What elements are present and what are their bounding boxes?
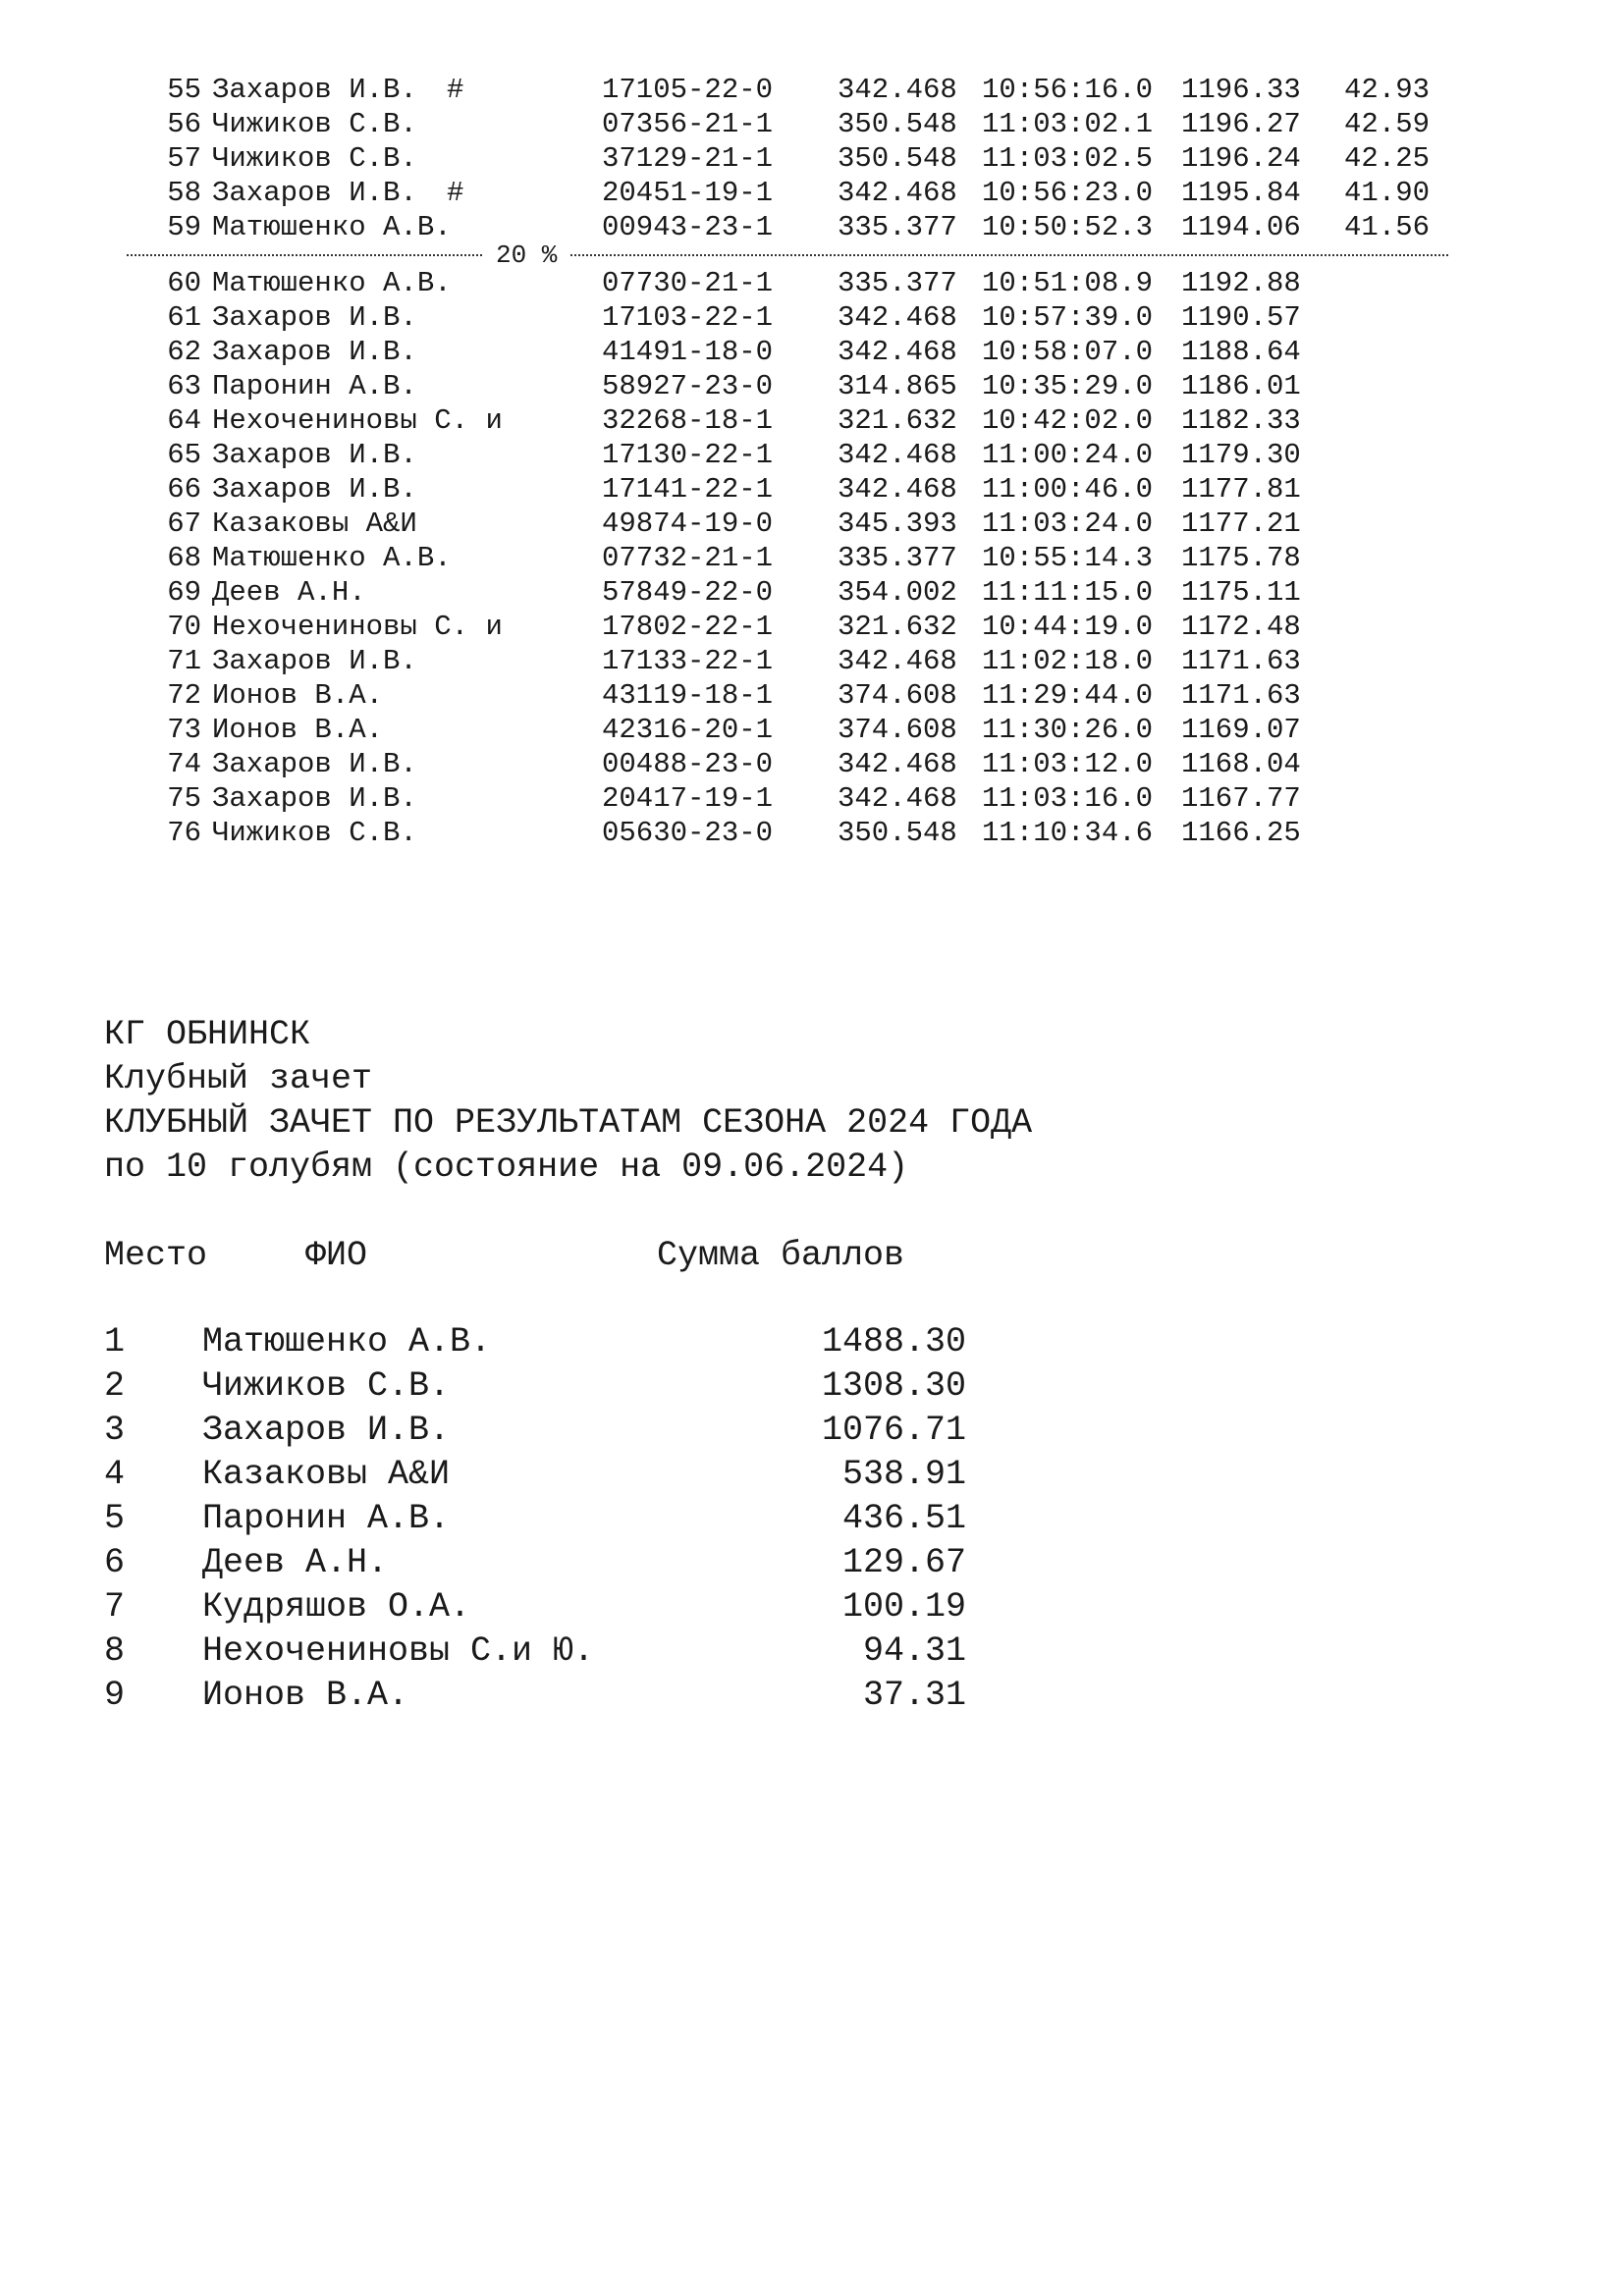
row-number: 72 xyxy=(167,679,201,712)
speed: 1171.63 xyxy=(1181,645,1301,677)
place: 7 xyxy=(104,1587,126,1627)
row-number: 63 xyxy=(167,370,201,402)
arrival-time: 11:00:46.0 xyxy=(982,473,1154,506)
speed: 1188.64 xyxy=(1181,336,1301,368)
table-row: 67 Казаковы А&И 49874-19-0 345.393 11:03:24.0 1177.21 xyxy=(162,507,1448,541)
points-sum: 129.67 xyxy=(841,1543,966,1582)
standings-table xyxy=(104,1234,1282,1718)
speed: 1196.24 xyxy=(1181,142,1301,175)
speed: 1190.57 xyxy=(1181,301,1301,334)
points: 42.59 xyxy=(1343,108,1430,140)
arrival-time: 11:00:24.0 xyxy=(982,439,1154,471)
table-row: 71 Захаров И.В. 17133-22-1 342.468 11:02:18.0 1171.63 xyxy=(162,644,1448,678)
speed: 1169.07 xyxy=(1181,714,1301,746)
fancier-name: Захаров И.В. xyxy=(212,645,417,677)
table-row: 61 Захаров И.В. 17103-22-1 342.468 10:57:39.0 1190.57 xyxy=(162,300,1448,335)
fancier-name: Матюшенко А.В. xyxy=(212,211,452,243)
place: 4 xyxy=(104,1455,126,1494)
row-number: 56 xyxy=(167,108,201,140)
row-number: 55 xyxy=(167,74,201,106)
results-rows-top-20-percent xyxy=(162,73,1448,244)
fancier-name: Захаров И.В. xyxy=(212,473,417,506)
standings-row xyxy=(104,1585,1282,1629)
distance: 345.393 xyxy=(838,507,957,540)
place: 9 xyxy=(104,1676,126,1715)
speed: 1171.63 xyxy=(1181,679,1301,712)
arrival-time: 10:55:14.3 xyxy=(982,542,1154,574)
arrival-time: 10:50:52.3 xyxy=(982,211,1154,243)
place: 2 xyxy=(104,1366,126,1406)
table-row: 62 Захаров И.В. 41491-18-0 342.468 10:58:07.0 1188.64 xyxy=(162,335,1448,369)
row-number: 69 xyxy=(167,576,201,609)
row-number: 67 xyxy=(167,507,201,540)
table-row: 68 Матюшенко А.В. 07732-21-1 335.377 10:55:14.3 1175.78 xyxy=(162,541,1448,575)
table-row: 58 Захаров И.В. # 20451-19-1 342.468 10:56:23.0 1195.84 41.90 xyxy=(162,176,1448,210)
standings-header-row xyxy=(104,1234,1282,1278)
fancier-name: Захаров И.В. xyxy=(212,74,417,106)
distance: 335.377 xyxy=(838,267,957,299)
standings-rows xyxy=(104,1320,1282,1718)
arrival-time: 11:02:18.0 xyxy=(982,645,1154,677)
fancier-name: Нехочениновы С.и Ю. xyxy=(202,1631,595,1671)
standings-row xyxy=(104,1497,1282,1541)
fancier-name: Чижиков С.В. xyxy=(212,817,417,849)
speed: 1175.78 xyxy=(1181,542,1301,574)
speed: 1166.25 xyxy=(1181,817,1301,849)
speed: 1186.01 xyxy=(1181,370,1301,402)
arrival-time: 10:35:29.0 xyxy=(982,370,1154,402)
row-number: 68 xyxy=(167,542,201,574)
speed: 1179.30 xyxy=(1181,439,1301,471)
distance: 321.632 xyxy=(838,611,957,643)
points: 42.25 xyxy=(1343,142,1430,175)
distance: 354.002 xyxy=(838,576,957,609)
table-row: 74 Захаров И.В. 00488-23-0 342.468 11:03:12.0 1168.04 xyxy=(162,747,1448,781)
table-row: 55 Захаров И.В. # 17105-22-0 342.468 10:56:16.0 1196.33 42.93 xyxy=(162,73,1448,107)
row-number: 70 xyxy=(167,611,201,643)
fancier-name: Чижиков С.В. xyxy=(212,108,417,140)
row-number: 61 xyxy=(167,301,201,334)
separator-line-right xyxy=(570,254,1448,256)
table-row: 75 Захаров И.В. 20417-19-1 342.468 11:03:16.0 1167.77 xyxy=(162,781,1448,816)
table-row: 76 Чижиков С.В. 05630-23-0 350.548 11:10:34.6 1166.25 xyxy=(162,816,1448,850)
arrival-time: 11:03:24.0 xyxy=(982,507,1154,540)
speed: 1196.27 xyxy=(1181,108,1301,140)
row-number: 71 xyxy=(167,645,201,677)
table-row: 63 Паронин А.В. 58927-23-0 314.865 10:35:29.0 1186.01 xyxy=(162,369,1448,403)
place: 8 xyxy=(104,1631,126,1671)
fancier-name: Паронин А.В. xyxy=(212,370,417,402)
speed: 1175.11 xyxy=(1181,576,1301,609)
distance: 342.468 xyxy=(838,177,957,209)
speed: 1167.77 xyxy=(1181,782,1301,815)
fancier-name: Захаров И.В. xyxy=(202,1411,451,1450)
arrival-time: 11:03:02.1 xyxy=(982,108,1154,140)
fancier-name: Паронин А.В. xyxy=(202,1499,451,1538)
distance: 342.468 xyxy=(838,74,957,106)
distance: 342.468 xyxy=(838,782,957,815)
fancier-name: Ионов В.А. xyxy=(212,679,384,712)
org-name: КГ ОБНИНСК xyxy=(104,1015,311,1054)
fancier-name: Кудряшов О.А. xyxy=(202,1587,471,1627)
arrival-time: 10:51:08.9 xyxy=(982,267,1154,299)
row-marker: # xyxy=(447,177,464,209)
distance: 342.468 xyxy=(838,439,957,471)
distance: 342.468 xyxy=(838,473,957,506)
row-number: 62 xyxy=(167,336,201,368)
fancier-name: Деев А.Н. xyxy=(212,576,366,609)
row-number: 64 xyxy=(167,404,201,437)
fancier-name: Чижиков С.В. xyxy=(202,1366,451,1406)
fancier-name: Казаковы А&И xyxy=(202,1455,451,1494)
standings-note: по 10 голубям (состояние на 09.06.2024) xyxy=(104,1148,909,1187)
place: 6 xyxy=(104,1543,126,1582)
arrival-time: 11:03:16.0 xyxy=(982,782,1154,815)
points-sum: 100.19 xyxy=(841,1587,966,1627)
distance: 374.608 xyxy=(838,714,957,746)
standings-row xyxy=(104,1629,1282,1674)
place: 1 xyxy=(104,1322,126,1362)
table-row: 57 Чижиков С.В. 37129-21-1 350.548 11:03:02.5 1196.24 42.25 xyxy=(162,141,1448,176)
distance: 342.468 xyxy=(838,301,957,334)
standings-row xyxy=(104,1541,1282,1585)
standings-row xyxy=(104,1320,1282,1364)
row-number: 66 xyxy=(167,473,201,506)
distance: 350.548 xyxy=(838,142,957,175)
arrival-time: 11:29:44.0 xyxy=(982,679,1154,712)
row-number: 59 xyxy=(167,211,201,243)
fancier-name: Матюшенко А.В. xyxy=(212,267,452,299)
table-row: 56 Чижиков С.В. 07356-21-1 350.548 11:03:02.1 1196.27 42.59 xyxy=(162,107,1448,141)
arrival-time: 10:57:39.0 xyxy=(982,301,1154,334)
fancier-name: Ионов В.А. xyxy=(202,1676,409,1715)
distance: 314.865 xyxy=(838,370,957,402)
club-standings xyxy=(104,1013,1282,1718)
speed: 1182.33 xyxy=(1181,404,1301,437)
distance: 342.468 xyxy=(838,336,957,368)
arrival-time: 11:03:02.5 xyxy=(982,142,1154,175)
fancier-name: Захаров И.В. xyxy=(212,336,417,368)
table-row: 72 Ионов В.А. 43119-18-1 374.608 11:29:44.0 1171.63 xyxy=(162,678,1448,713)
results-rows-rest xyxy=(162,266,1448,850)
fancier-name: Казаковы А&И xyxy=(212,507,417,540)
distance: 342.468 xyxy=(838,645,957,677)
speed: 1194.06 xyxy=(1181,211,1301,243)
speed: 1177.81 xyxy=(1181,473,1301,506)
fancier-name: Захаров И.В. xyxy=(212,177,417,209)
standings-row xyxy=(104,1364,1282,1409)
arrival-time: 11:11:15.0 xyxy=(982,576,1154,609)
header-place: Место xyxy=(104,1236,208,1275)
fancier-name: Матюшенко А.В. xyxy=(212,542,452,574)
distance: 350.548 xyxy=(838,817,957,849)
standings-row xyxy=(104,1409,1282,1453)
place: 5 xyxy=(104,1499,126,1538)
distance: 350.548 xyxy=(838,108,957,140)
header-name: ФИО xyxy=(305,1236,368,1275)
arrival-time: 10:58:07.0 xyxy=(982,336,1154,368)
distance: 335.377 xyxy=(838,542,957,574)
fancier-name: Захаров И.В. xyxy=(212,301,417,334)
table-row: 69 Деев А.Н. 57849-22-0 354.002 11:11:15.0 1175.11 xyxy=(162,575,1448,610)
distance: 342.468 xyxy=(838,748,957,780)
arrival-time: 10:42:02.0 xyxy=(982,404,1154,437)
fancier-name: Захаров И.В. xyxy=(212,439,417,471)
speed: 1196.33 xyxy=(1181,74,1301,106)
standings-subtitle: Клубный зачет xyxy=(104,1059,373,1098)
standings-title: КЛУБНЫЙ ЗАЧЕТ ПО РЕЗУЛЬТАТАМ СЕЗОНА 2024 ГОДА xyxy=(104,1103,1033,1143)
distance: 374.608 xyxy=(838,679,957,712)
table-row: 59 Матюшенко А.В. 00943-23-1 335.377 10:50:52.3 1194.06 41.56 xyxy=(162,210,1448,244)
points-sum: 436.51 xyxy=(841,1499,966,1538)
points-sum: 538.91 xyxy=(841,1455,966,1494)
fancier-name: Нехочениновы С. и xyxy=(212,611,503,643)
fancier-name: Деев А.Н. xyxy=(202,1543,389,1582)
points-sum: 1488.30 xyxy=(821,1322,966,1362)
points-sum: 1076.71 xyxy=(821,1411,966,1450)
separator-line-left xyxy=(127,254,482,256)
speed: 1192.88 xyxy=(1181,267,1301,299)
table-row: 60 Матюшенко А.В. 07730-21-1 335.377 10:51:08.9 1192.88 xyxy=(162,266,1448,300)
arrival-time: 11:30:26.0 xyxy=(982,714,1154,746)
speed: 1168.04 xyxy=(1181,748,1301,780)
standings-row xyxy=(104,1453,1282,1497)
distance: 321.632 xyxy=(838,404,957,437)
results-table xyxy=(162,73,1448,850)
place: 3 xyxy=(104,1411,126,1450)
fancier-name: Нехочениновы С. и xyxy=(212,404,503,437)
header-sum: Сумма баллов xyxy=(657,1236,905,1275)
points-sum: 94.31 xyxy=(862,1631,966,1671)
row-number: 58 xyxy=(167,177,201,209)
row-number: 57 xyxy=(167,142,201,175)
points: 41.56 xyxy=(1343,211,1430,243)
points-sum: 1308.30 xyxy=(821,1366,966,1406)
separator-label: 20 % xyxy=(496,240,558,270)
speed: 1195.84 xyxy=(1181,177,1301,209)
arrival-time: 10:44:19.0 xyxy=(982,611,1154,643)
row-number: 65 xyxy=(167,439,201,471)
arrival-time: 11:10:34.6 xyxy=(982,817,1154,849)
row-number: 76 xyxy=(167,817,201,849)
fancier-name: Ионов В.А. xyxy=(212,714,384,746)
table-row: 66 Захаров И.В. 17141-22-1 342.468 11:00:46.0 1177.81 xyxy=(162,472,1448,507)
standings-row xyxy=(104,1674,1282,1718)
table-row: 70 Нехочениновы С. и 17802-22-1 321.632 10:44:19.0 1172.48 xyxy=(162,610,1448,644)
fancier-name: Захаров И.В. xyxy=(212,782,417,815)
arrival-time: 11:03:12.0 xyxy=(982,748,1154,780)
distance: 335.377 xyxy=(838,211,957,243)
row-number: 60 xyxy=(167,267,201,299)
table-row: 65 Захаров И.В. 17130-22-1 342.468 11:00:24.0 1179.30 xyxy=(162,438,1448,472)
fancier-name: Матюшенко А.В. xyxy=(202,1322,492,1362)
row-number: 74 xyxy=(167,748,201,780)
points-sum: 37.31 xyxy=(862,1676,966,1715)
row-marker: # xyxy=(447,74,464,106)
table-row: 73 Ионов В.А. 42316-20-1 374.608 11:30:26.0 1169.07 xyxy=(162,713,1448,747)
percent-separator xyxy=(127,240,1448,270)
points: 41.90 xyxy=(1343,177,1430,209)
arrival-time: 10:56:16.0 xyxy=(982,74,1154,106)
speed: 1177.21 xyxy=(1181,507,1301,540)
row-number: 75 xyxy=(167,782,201,815)
row-number: 73 xyxy=(167,714,201,746)
speed: 1172.48 xyxy=(1181,611,1301,643)
fancier-name: Захаров И.В. xyxy=(212,748,417,780)
table-row: 64 Нехочениновы С. и 32268-18-1 321.632 10:42:02.0 1182.33 xyxy=(162,403,1448,438)
points: 42.93 xyxy=(1343,74,1430,106)
fancier-name: Чижиков С.В. xyxy=(212,142,417,175)
arrival-time: 10:56:23.0 xyxy=(982,177,1154,209)
